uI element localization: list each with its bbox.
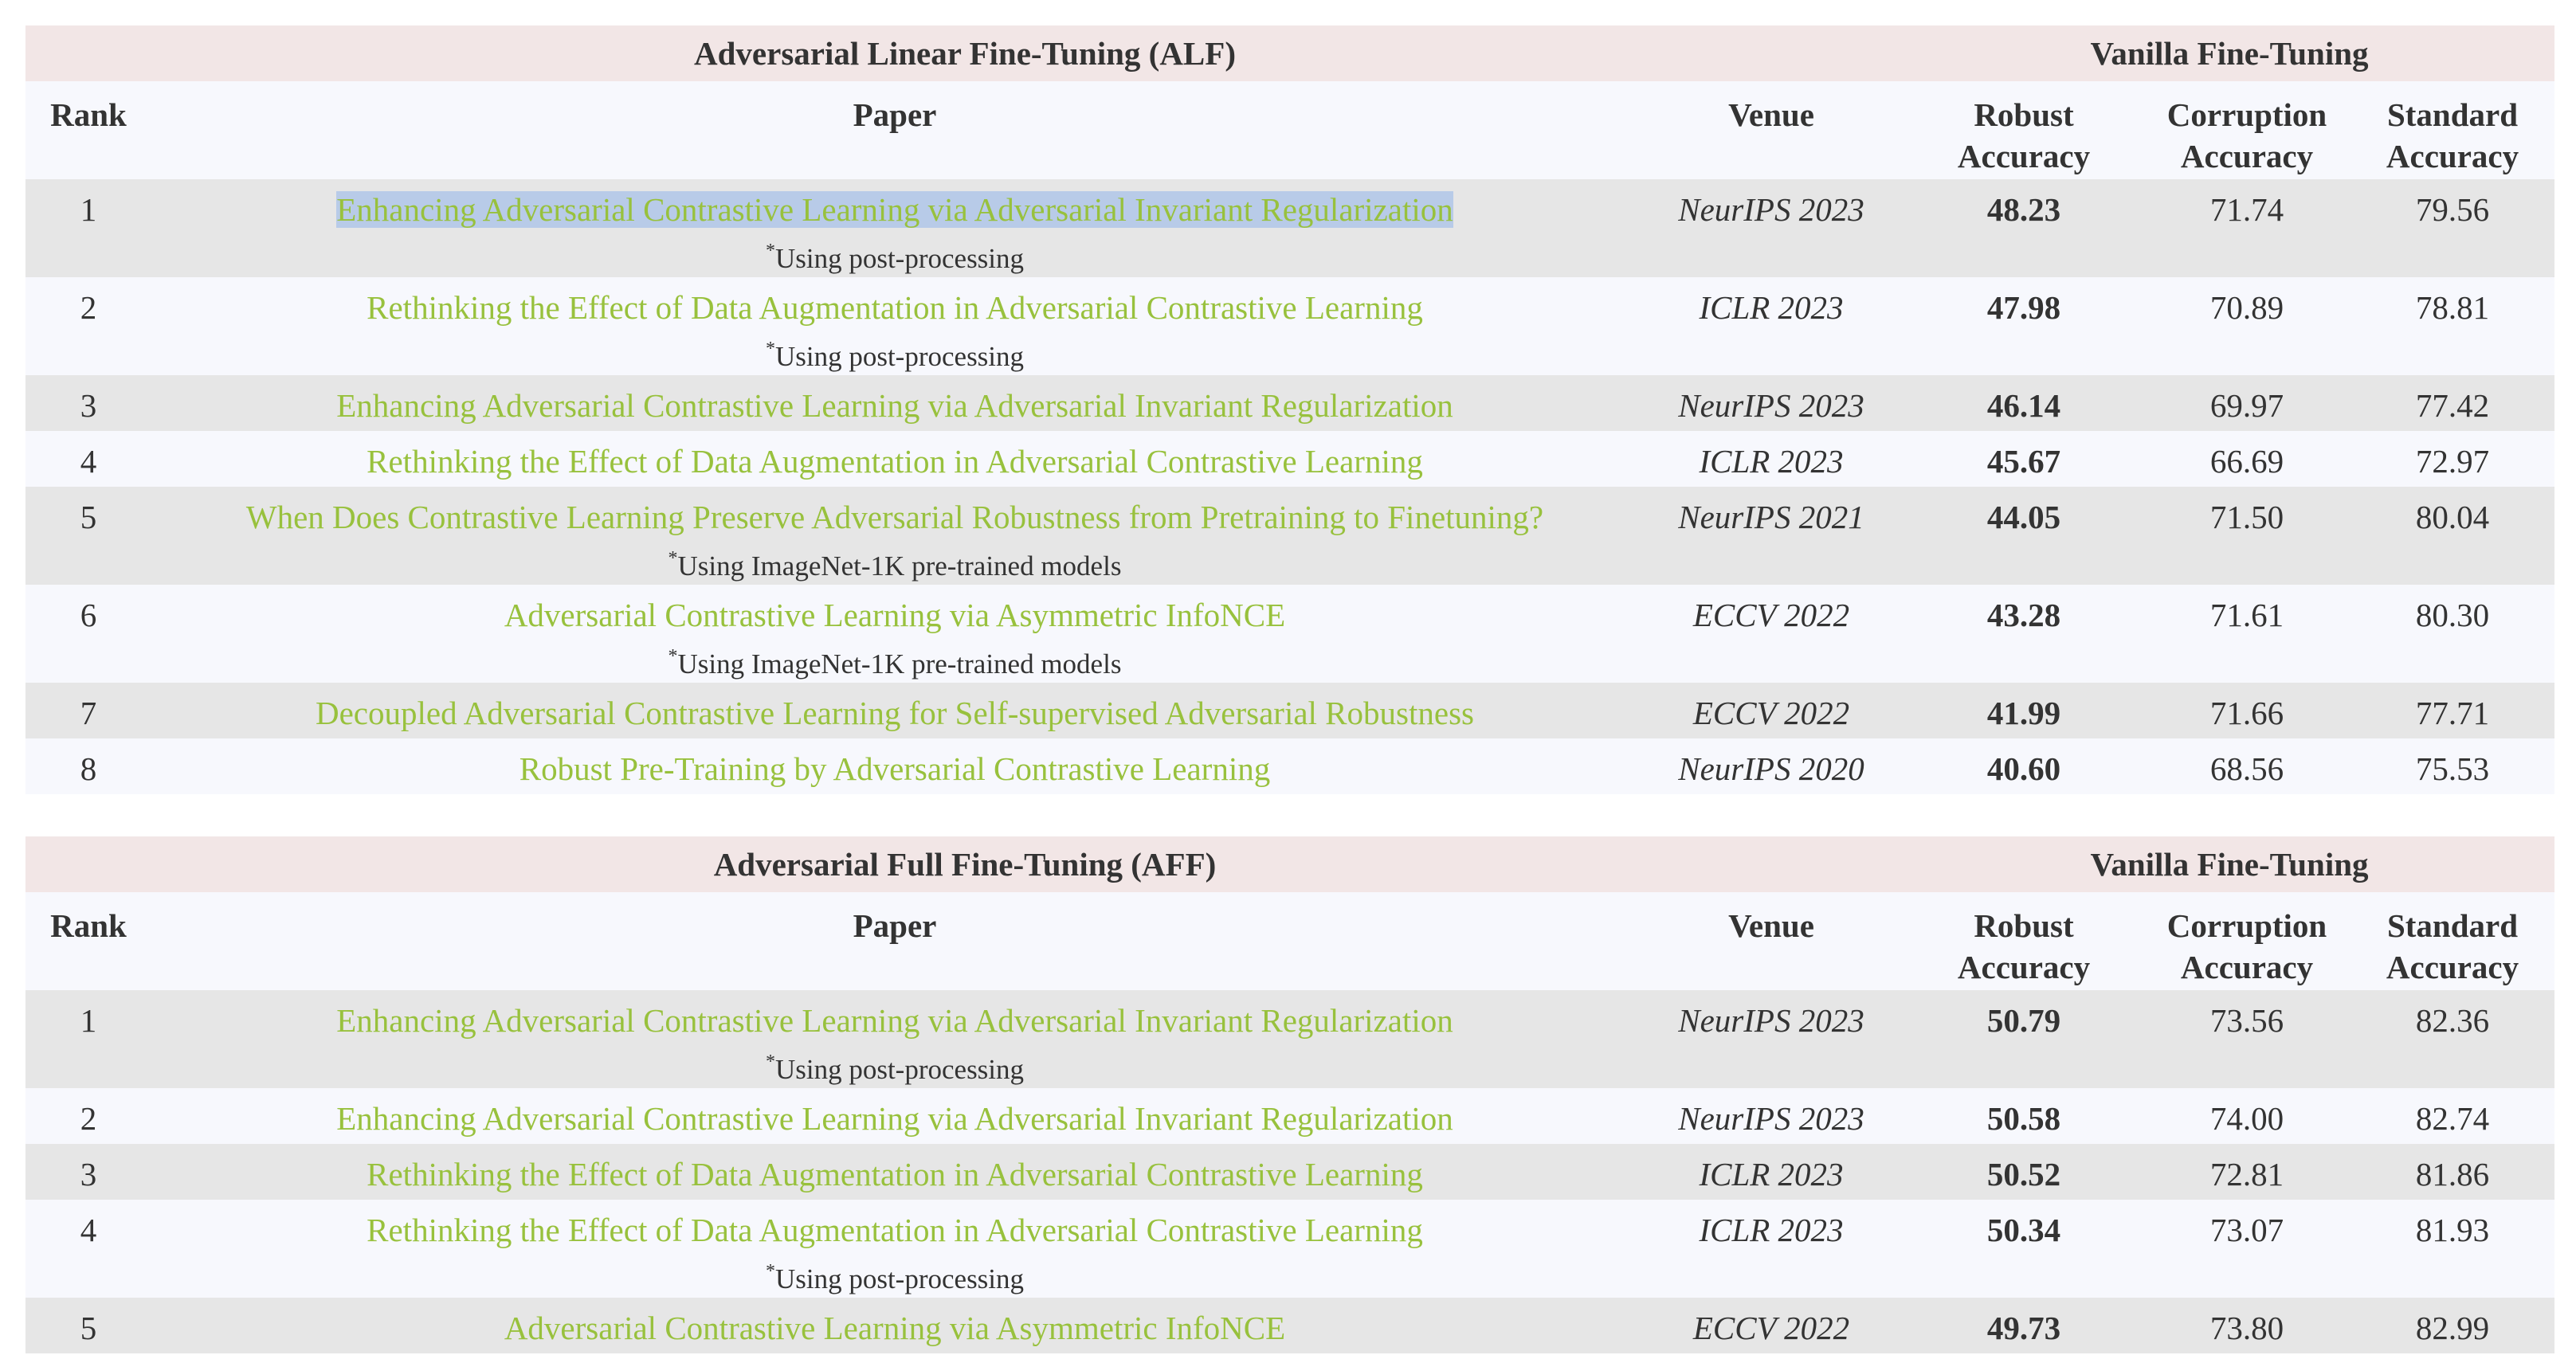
paper-note <box>151 331 1638 374</box>
rank-cell: 5 <box>80 499 97 535</box>
paper-cell <box>151 179 1638 277</box>
asterisk-mark: * <box>668 548 678 569</box>
table-row <box>25 1200 2554 1298</box>
standard-accuracy-cell: 82.99 <box>2415 1310 2490 1346</box>
standard-accuracy-cell: 78.81 <box>2415 289 2490 326</box>
paper-title-link[interactable]: When Does Contrastive Learning Preserve Adversarial Robustness from Pretraining to Finetuning? <box>245 499 1544 535</box>
corruption-accuracy-cell: 73.56 <box>2209 1002 2284 1039</box>
rank-cell: 7 <box>80 695 97 731</box>
venue-cell: NeurIPS 2023 <box>1678 191 1864 228</box>
rank-cell: 8 <box>80 750 97 787</box>
rank-cell: 1 <box>80 191 97 228</box>
robust-accuracy-cell: 41.99 <box>1986 695 2061 731</box>
paper-cell <box>151 683 1638 738</box>
paper-title-link[interactable]: Rethinking the Effect of Data Augmentation in Adversarial Contrastive Learning <box>367 1156 1423 1193</box>
venue-cell: NeurIPS 2023 <box>1678 1100 1864 1137</box>
group-title-alf: Adversarial Linear Fine-Tuning (ALF) <box>694 35 1236 72</box>
venue-cell: ICLR 2023 <box>1699 1212 1844 1248</box>
standard-accuracy-cell: 77.42 <box>2415 387 2490 424</box>
header-venue: Venue <box>1728 96 1814 133</box>
header-corruption-accuracy: Corruption Accuracy <box>2166 907 2327 985</box>
corruption-accuracy-cell: 71.74 <box>2209 191 2284 228</box>
paper-cell <box>151 1088 1638 1144</box>
robust-accuracy-cell: 43.28 <box>1986 597 2061 633</box>
paper-note <box>151 541 1638 584</box>
paper-note <box>151 639 1638 682</box>
robust-accuracy-cell: 50.58 <box>1986 1100 2061 1137</box>
corruption-accuracy-cell: 71.61 <box>2209 597 2284 633</box>
venue-cell: NeurIPS 2020 <box>1678 750 1864 787</box>
table-row <box>25 1144 2554 1200</box>
venue-cell: ECCV 2022 <box>1692 1310 1850 1346</box>
group-title-vanilla: Vanilla Fine-Tuning <box>2090 35 2369 72</box>
paper-note-text: Using ImageNet-1K pre-trained models <box>677 550 1122 582</box>
asterisk-mark: * <box>668 646 678 667</box>
standard-accuracy-cell: 80.30 <box>2415 597 2490 633</box>
header-paper: Paper <box>853 907 937 944</box>
paper-title-link[interactable]: Adversarial Contrastive Learning via Asymmetric InfoNCE <box>504 1310 1286 1346</box>
standard-accuracy-cell: 82.74 <box>2415 1100 2490 1137</box>
paper-note-text: Using post-processing <box>774 1263 1025 1294</box>
rank-cell: 4 <box>80 443 97 480</box>
table-row <box>25 585 2554 683</box>
table-row <box>25 990 2554 1088</box>
header-robust-accuracy: Robust Accuracy <box>1957 907 2091 985</box>
robust-accuracy-cell: 50.52 <box>1986 1156 2061 1193</box>
header-rank: Rank <box>50 907 127 944</box>
table-row <box>25 277 2554 375</box>
rank-cell: 5 <box>80 1310 97 1346</box>
asterisk-mark: * <box>765 1261 775 1282</box>
venue-cell: ICLR 2023 <box>1699 289 1844 326</box>
paper-cell <box>151 277 1638 375</box>
paper-note <box>151 233 1638 276</box>
aff-table-body <box>25 990 2554 1353</box>
corruption-accuracy-cell: 72.81 <box>2209 1156 2284 1193</box>
paper-cell <box>151 1200 1638 1298</box>
standard-accuracy-cell: 81.93 <box>2415 1212 2490 1248</box>
group-header-row <box>25 25 2554 81</box>
paper-cell <box>151 1298 1638 1353</box>
table-row <box>25 1298 2554 1353</box>
paper-cell <box>151 487 1638 585</box>
venue-cell: ICLR 2023 <box>1699 443 1844 480</box>
alf-leaderboard-table <box>25 25 2554 794</box>
standard-accuracy-cell: 81.86 <box>2415 1156 2490 1193</box>
standard-accuracy-cell: 79.56 <box>2415 191 2490 228</box>
corruption-accuracy-cell: 70.89 <box>2209 289 2284 326</box>
paper-title-link[interactable]: Enhancing Adversarial Contrastive Learning via Adversarial Invariant Regularization <box>336 387 1453 424</box>
robust-accuracy-cell: 45.67 <box>1986 443 2061 480</box>
robust-accuracy-cell: 46.14 <box>1986 387 2061 424</box>
header-standard-accuracy: Standard Accuracy <box>2386 907 2519 985</box>
header-robust-accuracy: Robust Accuracy <box>1957 96 2091 174</box>
robust-accuracy-cell: 50.34 <box>1986 1212 2061 1248</box>
robust-accuracy-cell: 47.98 <box>1986 289 2061 326</box>
corruption-accuracy-cell: 68.56 <box>2209 750 2284 787</box>
corruption-accuracy-cell: 71.50 <box>2209 499 2284 535</box>
table-row <box>25 431 2554 487</box>
venue-cell: ECCV 2022 <box>1692 597 1850 633</box>
paper-title-link[interactable]: Enhancing Adversarial Contrastive Learning via Adversarial Invariant Regularization <box>336 191 1453 228</box>
standard-accuracy-cell: 82.36 <box>2415 1002 2490 1039</box>
header-paper: Paper <box>853 96 937 133</box>
paper-cell <box>151 738 1638 794</box>
paper-title-link[interactable]: Enhancing Adversarial Contrastive Learning via Adversarial Invariant Regularization <box>336 1100 1453 1137</box>
standard-accuracy-cell: 72.97 <box>2415 443 2490 480</box>
paper-cell <box>151 375 1638 431</box>
paper-note-text: Using post-processing <box>774 1054 1025 1085</box>
header-rank: Rank <box>50 96 127 133</box>
header-corruption-accuracy: Corruption Accuracy <box>2166 96 2327 174</box>
rank-cell: 2 <box>80 289 97 326</box>
group-title-aff: Adversarial Full Fine-Tuning (AFF) <box>713 846 1217 883</box>
group-header-row <box>25 836 2554 892</box>
venue-cell: NeurIPS 2023 <box>1678 1002 1864 1039</box>
column-header-row <box>25 81 2554 179</box>
paper-title-link[interactable]: Adversarial Contrastive Learning via Asymmetric InfoNCE <box>504 597 1286 633</box>
corruption-accuracy-cell: 74.00 <box>2209 1100 2284 1137</box>
table-row <box>25 375 2554 431</box>
table-row <box>25 1088 2554 1144</box>
aff-leaderboard-table <box>25 836 2554 1353</box>
paper-cell <box>151 990 1638 1088</box>
paper-note-text: Using ImageNet-1K pre-trained models <box>677 648 1122 680</box>
rank-cell: 3 <box>80 387 97 424</box>
robust-accuracy-cell: 49.73 <box>1986 1310 2061 1346</box>
standard-accuracy-cell: 80.04 <box>2415 499 2490 535</box>
asterisk-mark: * <box>765 1052 775 1072</box>
robust-accuracy-cell: 44.05 <box>1986 499 2061 535</box>
rank-cell: 4 <box>80 1212 97 1248</box>
standard-accuracy-cell: 75.53 <box>2415 750 2490 787</box>
paper-note <box>151 1044 1638 1087</box>
column-header-row <box>25 892 2554 990</box>
asterisk-mark: * <box>765 339 775 359</box>
paper-note-text: Using post-processing <box>774 243 1025 274</box>
table-row <box>25 683 2554 738</box>
paper-note-text: Using post-processing <box>774 341 1025 372</box>
table-row <box>25 487 2554 585</box>
asterisk-mark: * <box>765 241 775 261</box>
corruption-accuracy-cell: 73.80 <box>2209 1310 2284 1346</box>
paper-cell <box>151 431 1638 487</box>
standard-accuracy-cell: 77.71 <box>2415 695 2490 731</box>
table-row <box>25 179 2554 277</box>
paper-title-link[interactable]: Rethinking the Effect of Data Augmentation in Adversarial Contrastive Learning <box>367 289 1423 326</box>
corruption-accuracy-cell: 73.07 <box>2209 1212 2284 1248</box>
paper-title-link[interactable]: Rethinking the Effect of Data Augmentation in Adversarial Contrastive Learning <box>367 1212 1423 1248</box>
paper-cell <box>151 1144 1638 1200</box>
rank-cell: 2 <box>80 1100 97 1137</box>
rank-cell: 3 <box>80 1156 97 1193</box>
paper-title-link[interactable]: Decoupled Adversarial Contrastive Learning for Self-supervised Adversarial Robustness <box>316 695 1474 731</box>
venue-cell: NeurIPS 2021 <box>1678 499 1864 535</box>
venue-cell: ICLR 2023 <box>1699 1156 1844 1193</box>
robust-accuracy-cell: 48.23 <box>1986 191 2061 228</box>
header-venue: Venue <box>1728 907 1814 944</box>
corruption-accuracy-cell: 66.69 <box>2209 443 2284 480</box>
venue-cell: NeurIPS 2023 <box>1678 387 1864 424</box>
paper-note <box>151 1254 1638 1297</box>
alf-table-body <box>25 179 2554 794</box>
paper-title-link[interactable]: Rethinking the Effect of Data Augmentation in Adversarial Contrastive Learning <box>367 443 1423 480</box>
header-standard-accuracy: Standard Accuracy <box>2386 96 2519 174</box>
corruption-accuracy-cell: 71.66 <box>2209 695 2284 731</box>
paper-title-link[interactable]: Robust Pre-Training by Adversarial Contrastive Learning <box>519 750 1271 787</box>
paper-title-link[interactable]: Enhancing Adversarial Contrastive Learning via Adversarial Invariant Regularization <box>336 1002 1453 1039</box>
paper-cell <box>151 585 1638 683</box>
rank-cell: 6 <box>80 597 97 633</box>
table-row <box>25 738 2554 794</box>
robust-accuracy-cell: 40.60 <box>1986 750 2061 787</box>
group-title-vanilla: Vanilla Fine-Tuning <box>2090 846 2369 883</box>
rank-cell: 1 <box>80 1002 97 1039</box>
venue-cell: ECCV 2022 <box>1692 695 1850 731</box>
corruption-accuracy-cell: 69.97 <box>2209 387 2284 424</box>
robust-accuracy-cell: 50.79 <box>1986 1002 2061 1039</box>
